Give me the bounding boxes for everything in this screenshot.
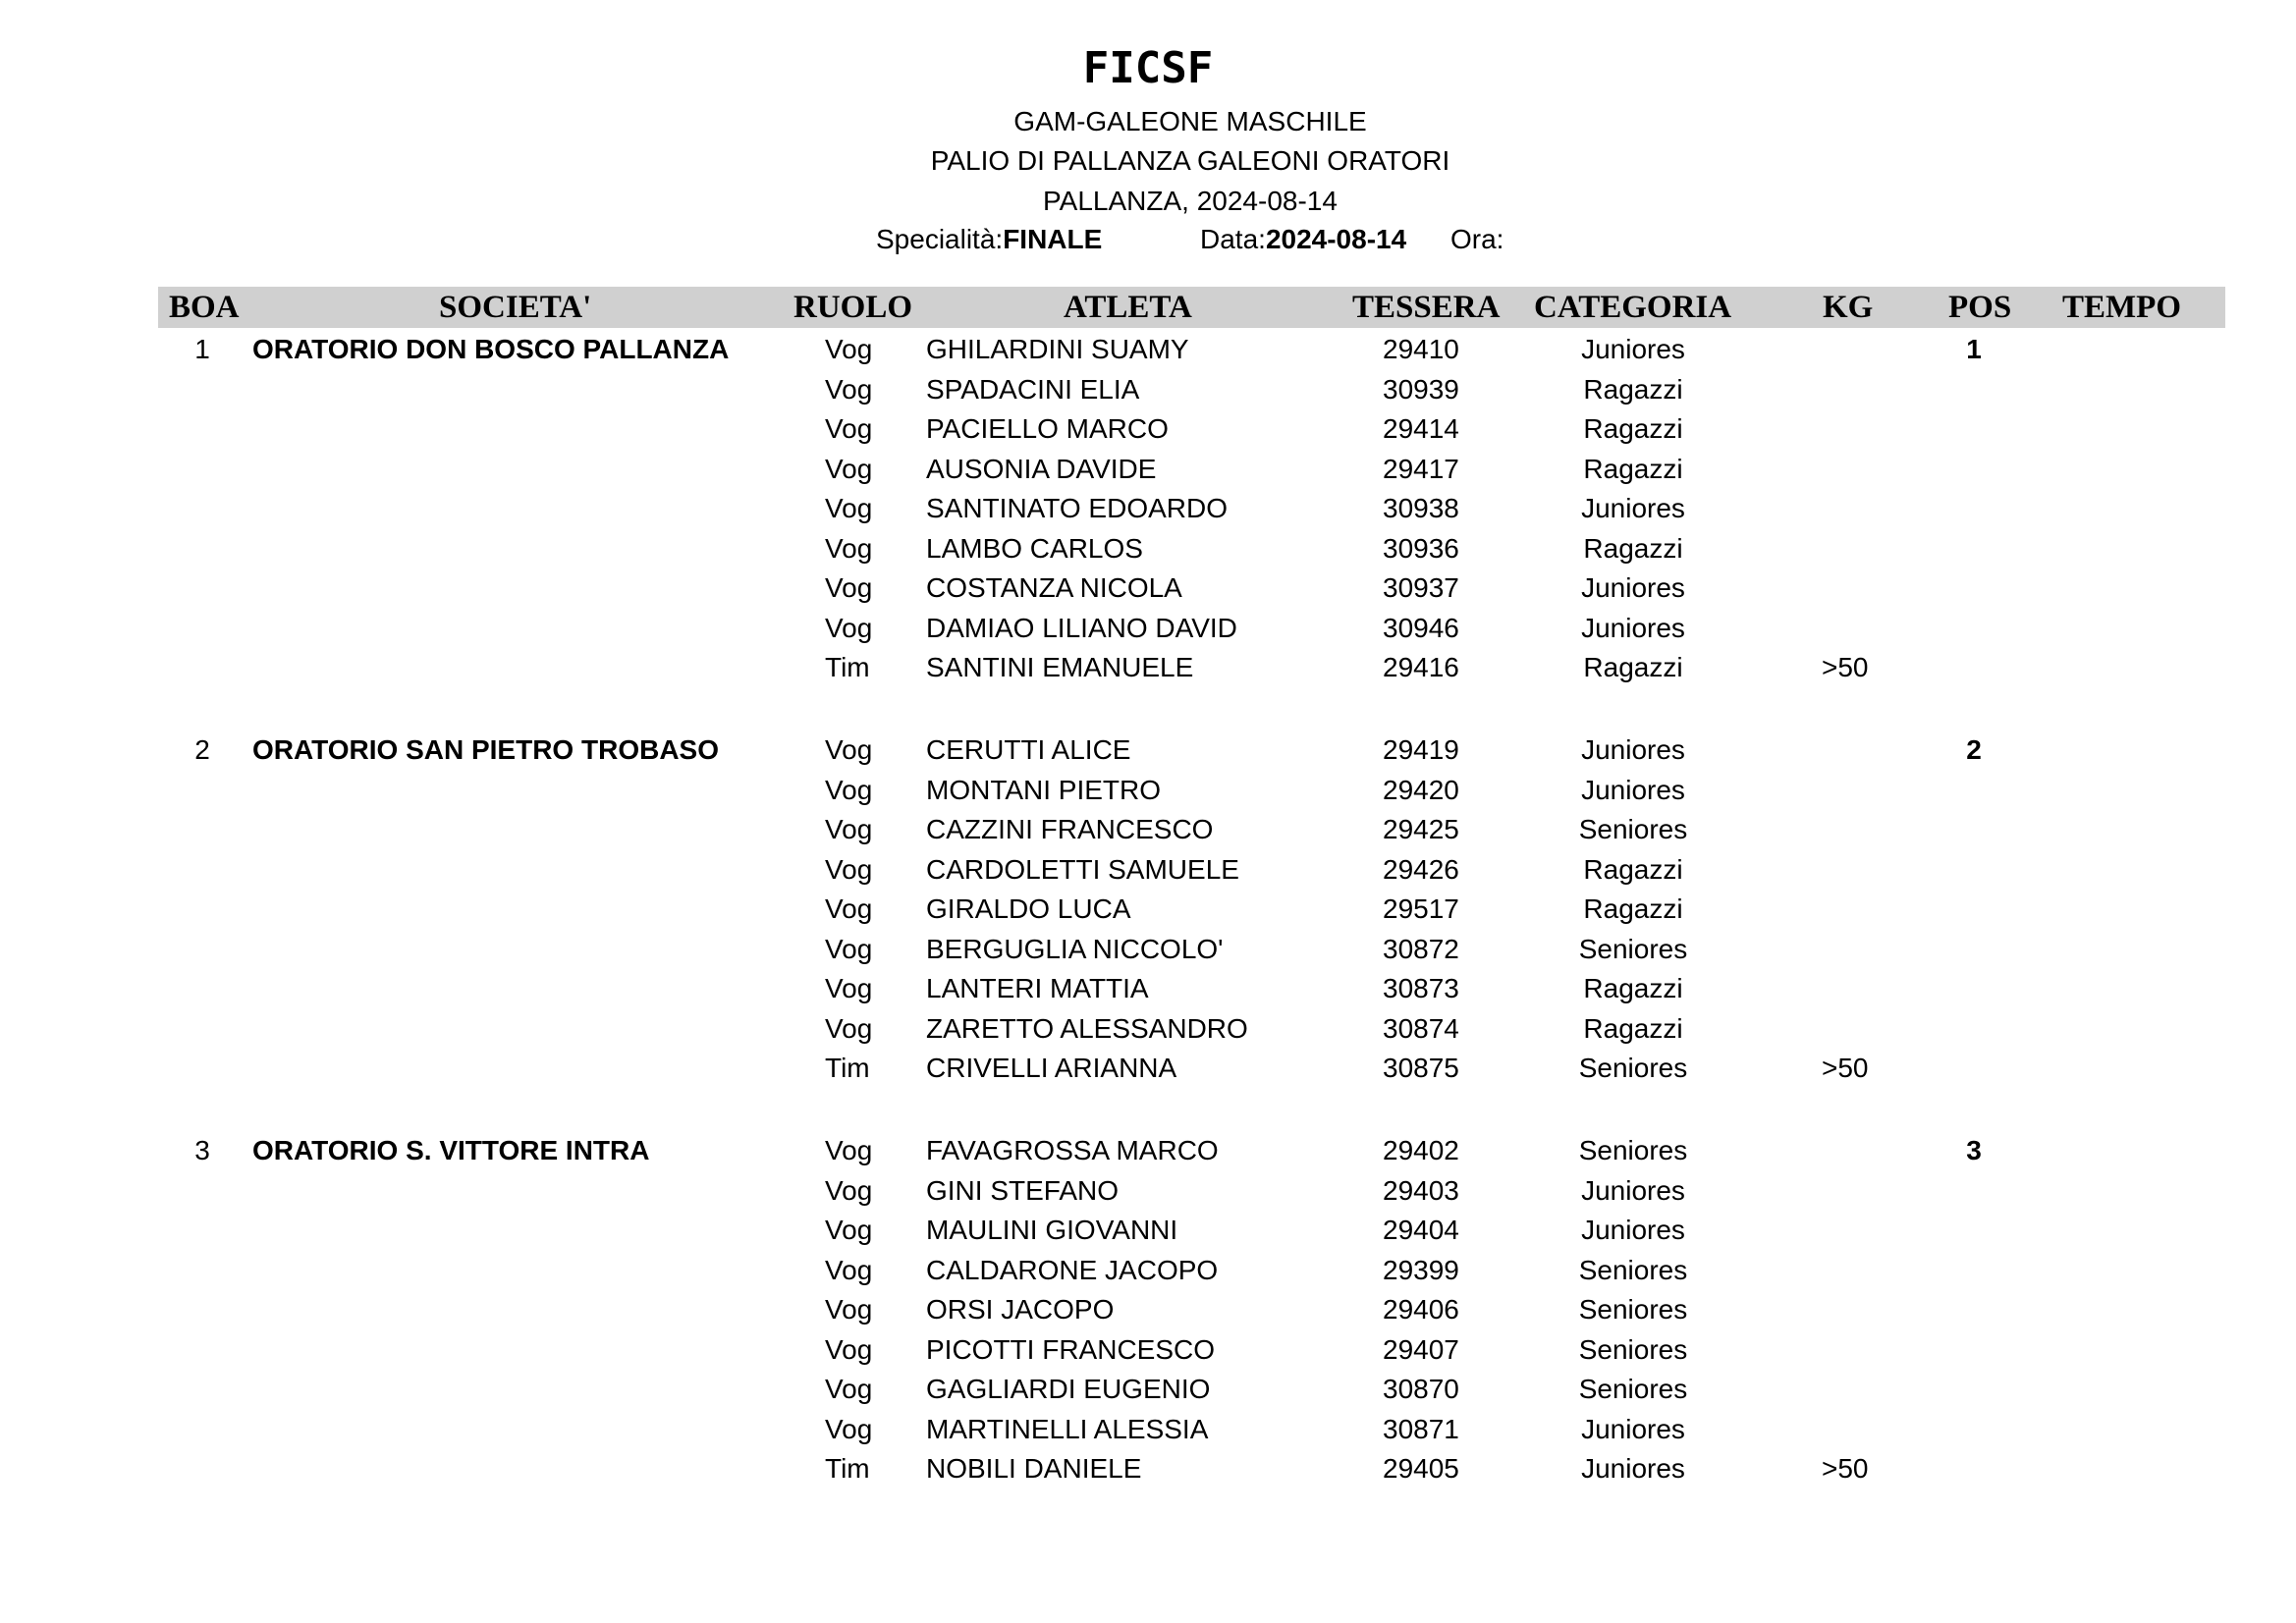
athlete-categoria: Ragazzi [1583, 652, 1683, 682]
crew-pos: 3 [1966, 1135, 1982, 1165]
athlete-tessera: 29419 [1383, 734, 1459, 765]
athlete-name: NOBILI DANIELE [926, 1453, 1142, 1484]
ora-label: Ora: [1450, 224, 1504, 254]
athlete-ruolo: Vog [825, 973, 873, 1003]
athlete-ruolo: Tim [825, 1453, 870, 1484]
crew-societa: ORATORIO SAN PIETRO TROBASO [252, 734, 719, 765]
athlete-name: CAZZINI FRANCESCO [926, 814, 1214, 844]
data-field [1200, 224, 1406, 255]
athlete-categoria: Ragazzi [1583, 413, 1683, 444]
athlete-ruolo: Vog [825, 613, 873, 643]
crew-boa: 2 [194, 734, 210, 765]
athlete-tessera: 29410 [1383, 334, 1459, 364]
athlete-tessera: 29399 [1383, 1255, 1459, 1285]
athlete-categoria: Seniores [1578, 1374, 1688, 1404]
crew-boa: 1 [194, 334, 210, 364]
athlete-name: GHILARDINI SUAMY [926, 334, 1189, 364]
athlete-categoria: Juniores [1581, 1414, 1685, 1444]
column-header-tempo: TEMPO [2062, 290, 2181, 325]
athlete-categoria: Juniores [1581, 1453, 1685, 1484]
athlete-tessera: 29404 [1383, 1215, 1459, 1245]
event-location-date: PALLANZA, 2024-08-14 [1043, 186, 1338, 216]
column-header-categoria: CATEGORIA [1534, 290, 1732, 325]
athlete-name: CRIVELLI ARIANNA [926, 1053, 1177, 1083]
athlete-categoria: Ragazzi [1583, 973, 1683, 1003]
athlete-name: ZARETTO ALESSANDRO [926, 1013, 1248, 1044]
athlete-name: SPADACINI ELIA [926, 374, 1140, 405]
column-header-ruolo: RUOLO [793, 290, 913, 325]
crew-pos: 2 [1966, 734, 1982, 765]
athlete-tessera: 29416 [1383, 652, 1459, 682]
athlete-ruolo: Vog [825, 1135, 873, 1165]
athlete-name: CARDOLETTI SAMUELE [926, 854, 1239, 885]
athlete-name: FAVAGROSSA MARCO [926, 1135, 1219, 1165]
race-category: GAM-GALEONE MASCHILE [1013, 106, 1367, 136]
athlete-tessera: 29425 [1383, 814, 1459, 844]
athlete-kg: >50 [1822, 652, 1869, 682]
athlete-ruolo: Vog [825, 1255, 873, 1285]
athlete-name: PICOTTI FRANCESCO [926, 1334, 1216, 1365]
athlete-name: AUSONIA DAVIDE [926, 454, 1157, 484]
athlete-ruolo: Vog [825, 775, 873, 805]
column-header-societa: SOCIETA' [439, 290, 592, 325]
athlete-ruolo: Tim [825, 652, 870, 682]
athlete-tessera: 29402 [1383, 1135, 1459, 1165]
athlete-tessera: 29405 [1383, 1453, 1459, 1484]
athlete-name: BERGUGLIA NICCOLO' [926, 934, 1224, 964]
athlete-ruolo: Tim [825, 1053, 870, 1083]
athlete-tessera: 29426 [1383, 854, 1459, 885]
athlete-tessera: 29414 [1383, 413, 1459, 444]
athlete-ruolo: Vog [825, 1374, 873, 1404]
athlete-tessera: 29403 [1383, 1175, 1459, 1206]
athlete-tessera: 30938 [1383, 493, 1459, 523]
athlete-categoria: Seniores [1578, 1334, 1688, 1365]
athlete-kg: >50 [1822, 1053, 1869, 1083]
athlete-categoria: Seniores [1578, 1294, 1688, 1325]
athlete-name: PACIELLO MARCO [926, 413, 1169, 444]
athlete-tessera: 29407 [1383, 1334, 1459, 1365]
athlete-name: GIRALDO LUCA [926, 893, 1131, 924]
event-name: PALIO DI PALLANZA GALEONI ORATORI [930, 145, 1450, 176]
athlete-name: LAMBO CARLOS [926, 533, 1143, 564]
athlete-ruolo: Vog [825, 1215, 873, 1245]
column-header-kg: KG [1823, 290, 1874, 325]
athlete-ruolo: Vog [825, 854, 873, 885]
athlete-ruolo: Vog [825, 734, 873, 765]
athlete-categoria: Juniores [1581, 775, 1685, 805]
athlete-categoria: Juniores [1581, 1175, 1685, 1206]
athlete-categoria: Juniores [1581, 572, 1685, 603]
crew-societa: ORATORIO DON BOSCO PALLANZA [252, 334, 730, 364]
athlete-categoria: Ragazzi [1583, 533, 1683, 564]
document-title: FICSF [1082, 43, 1214, 93]
data-value: 2024-08-14 [1265, 224, 1407, 254]
athlete-name: ORSI JACOPO [926, 1294, 1115, 1325]
athlete-ruolo: Vog [825, 334, 873, 364]
ora-field [1450, 224, 1503, 255]
athlete-ruolo: Vog [825, 413, 873, 444]
athlete-name: CERUTTI ALICE [926, 734, 1131, 765]
athlete-ruolo: Vog [825, 1013, 873, 1044]
athlete-tessera: 30937 [1383, 572, 1459, 603]
athlete-ruolo: Vog [825, 374, 873, 405]
athlete-tessera: 30875 [1383, 1053, 1459, 1083]
athlete-categoria: Ragazzi [1583, 1013, 1683, 1044]
athlete-categoria: Seniores [1578, 814, 1688, 844]
athlete-categoria: Ragazzi [1583, 893, 1683, 924]
column-header-pos: POS [1948, 290, 2012, 325]
crew-societa: ORATORIO S. VITTORE INTRA [252, 1135, 650, 1165]
athlete-ruolo: Vog [825, 1334, 873, 1365]
athlete-tessera: 30874 [1383, 1013, 1459, 1044]
athlete-name: MONTANI PIETRO [926, 775, 1162, 805]
athlete-kg: >50 [1822, 1453, 1869, 1484]
athlete-categoria: Seniores [1578, 1053, 1688, 1083]
athlete-ruolo: Vog [825, 493, 873, 523]
athlete-categoria: Ragazzi [1583, 454, 1683, 484]
athlete-tessera: 30873 [1383, 973, 1459, 1003]
athlete-categoria: Ragazzi [1583, 854, 1683, 885]
column-header-boa: BOA [169, 290, 240, 325]
athlete-tessera: 29417 [1383, 454, 1459, 484]
athlete-ruolo: Vog [825, 1414, 873, 1444]
specialita-value: FINALE [1003, 224, 1103, 254]
athlete-categoria: Seniores [1578, 934, 1688, 964]
athlete-ruolo: Vog [825, 934, 873, 964]
athlete-tessera: 30872 [1383, 934, 1459, 964]
athlete-ruolo: Vog [825, 1175, 873, 1206]
athlete-name: DAMIAO LILIANO DAVID [926, 613, 1237, 643]
athlete-ruolo: Vog [825, 454, 873, 484]
athlete-name: SANTINATO EDOARDO [926, 493, 1229, 523]
athlete-tessera: 29406 [1383, 1294, 1459, 1325]
athlete-ruolo: Vog [825, 893, 873, 924]
athlete-categoria: Juniores [1581, 734, 1685, 765]
athlete-categoria: Seniores [1578, 1255, 1688, 1285]
athlete-categoria: Juniores [1581, 493, 1685, 523]
athlete-tessera: 30946 [1383, 613, 1459, 643]
athlete-categoria: Juniores [1581, 613, 1685, 643]
athlete-ruolo: Vog [825, 572, 873, 603]
athlete-tessera: 29517 [1383, 893, 1459, 924]
athlete-name: GAGLIARDI EUGENIO [926, 1374, 1211, 1404]
athlete-name: LANTERI MATTIA [926, 973, 1149, 1003]
specialita-label: Specialità: [876, 224, 1004, 254]
athlete-ruolo: Vog [825, 533, 873, 564]
athlete-name: MAULINI GIOVANNI [926, 1215, 1178, 1245]
athlete-name: COSTANZA NICOLA [926, 572, 1182, 603]
athlete-tessera: 29420 [1383, 775, 1459, 805]
specialita-field [876, 224, 1102, 255]
column-header-atleta: ATLETA [1064, 290, 1192, 325]
athlete-ruolo: Vog [825, 814, 873, 844]
athlete-tessera: 30870 [1383, 1374, 1459, 1404]
athlete-ruolo: Vog [825, 1294, 873, 1325]
athlete-name: CALDARONE JACOPO [926, 1255, 1219, 1285]
athlete-tessera: 30936 [1383, 533, 1459, 564]
crew-boa: 3 [194, 1135, 210, 1165]
athlete-tessera: 30939 [1383, 374, 1459, 405]
athlete-name: SANTINI EMANUELE [926, 652, 1194, 682]
athlete-categoria: Seniores [1578, 1135, 1688, 1165]
column-header-tessera: TESSERA [1352, 290, 1501, 325]
athlete-categoria: Ragazzi [1583, 374, 1683, 405]
crew-pos: 1 [1966, 334, 1982, 364]
athlete-name: GINI STEFANO [926, 1175, 1120, 1206]
athlete-categoria: Juniores [1581, 334, 1685, 364]
athlete-categoria: Juniores [1581, 1215, 1685, 1245]
athlete-name: MARTINELLI ALESSIA [926, 1414, 1209, 1444]
athlete-tessera: 30871 [1383, 1414, 1459, 1444]
data-label: Data: [1200, 224, 1266, 254]
